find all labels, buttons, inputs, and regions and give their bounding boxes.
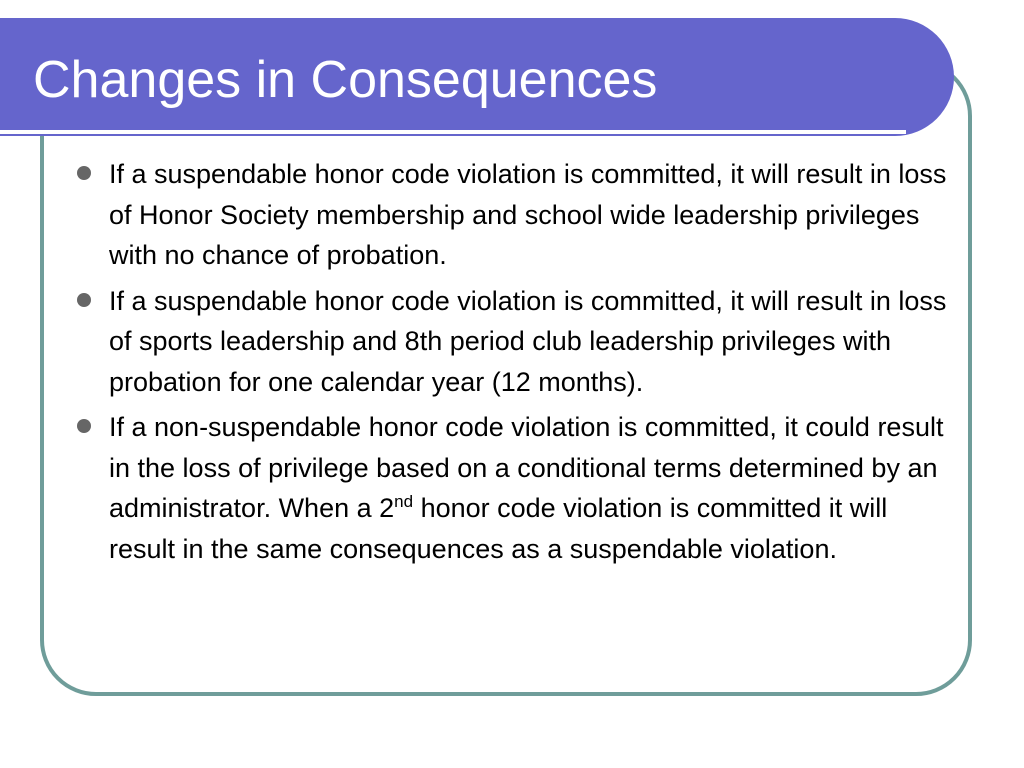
bullet-text-3 — [109, 407, 952, 569]
title-underline — [0, 130, 906, 134]
bullet-dot-icon — [77, 293, 91, 307]
ordinal-superscript: nd — [394, 492, 414, 511]
bullet-text-1: If a suspendable honor code violation is committed, it will result in loss of Honor Society membership and school wide leadership privileges with no chance of probation. — [109, 159, 947, 270]
bullet-item-1 — [72, 154, 952, 276]
bullet-item-2 — [72, 281, 952, 403]
bullet-text-2: If a suspendable honor code violation is committed, it will result in loss of sports leadership and 8th period club leadership privileges with probation for one calendar year (12 months). — [109, 285, 947, 397]
bullet-text-3-part-1: If a non-suspendable honor code violation is committed, it could result in the loss of privilege based on a conditional terms determined by an administrator. When a 2 — [109, 412, 944, 523]
bullet-dot-icon — [77, 419, 91, 433]
slide-title: Changes in Consequences — [33, 51, 658, 109]
bullet-dot-icon — [77, 166, 91, 180]
bullet-text-3-part-2: honor code violation is committed it will result in the same consequences as a suspendable violation. — [109, 493, 888, 564]
bullet-item-3 — [72, 407, 952, 569]
bullet-list — [72, 154, 952, 574]
